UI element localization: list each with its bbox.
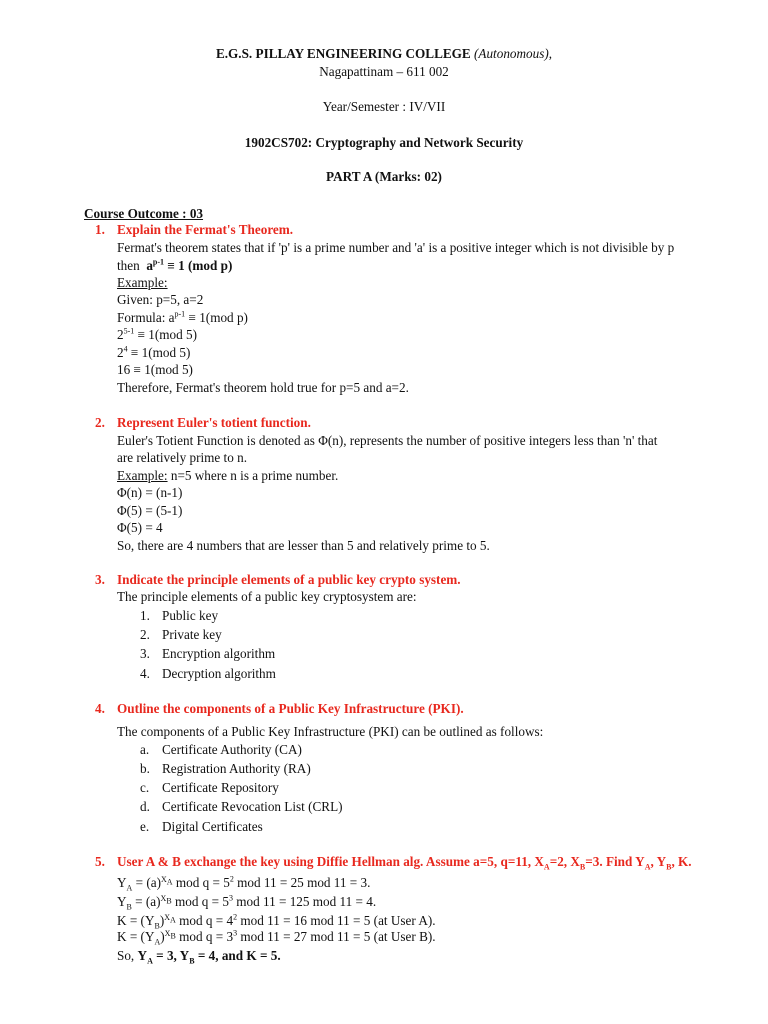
question-text: Outline the components of a Public Key Infrastructure (PKI).: [117, 701, 464, 716]
text: ): [159, 913, 165, 928]
question-text: Indicate the principle elements of a public key crypto system.: [117, 572, 461, 587]
text: X: [164, 912, 171, 922]
question-1-title: [95, 222, 293, 238]
text: User A & B exchange the key using Diffie Hellman alg. Assume a=5, q=11, X: [117, 854, 544, 869]
q1-given: Given: p=5, a=2: [117, 292, 204, 307]
list-item: [140, 608, 218, 624]
exponent: 2: [233, 912, 238, 922]
subscript: B: [170, 931, 176, 941]
q1-conclusion: Therefore, Fermat's theorem hold true for p=5 and a=2.: [117, 380, 409, 395]
text: 2: [117, 345, 124, 360]
question-text: Represent Euler's totient function.: [117, 415, 311, 430]
list-marker: d.: [140, 799, 150, 814]
q5-line3: [117, 913, 436, 929]
list-item: [140, 761, 311, 777]
list-item: [140, 799, 343, 815]
question-number: 2.: [95, 415, 105, 430]
part-heading: PART A (Marks: 02): [326, 169, 442, 184]
q2-example: [117, 468, 338, 484]
text: = (a): [131, 894, 161, 909]
q2-line2: are relatively prime to n.: [117, 450, 247, 465]
text: Formula: a: [117, 310, 175, 325]
text: Y: [137, 948, 148, 963]
list-text: Certificate Repository: [162, 780, 279, 795]
text: Y: [117, 894, 127, 909]
q2-conclusion: So, there are 4 numbers that are lesser than 5 and relatively prime to 5.: [117, 538, 490, 553]
text: mod q = 3: [175, 929, 234, 944]
text: a: [146, 258, 153, 273]
q1-step3: 16 ≡ 1(mod 5): [117, 362, 193, 377]
q1-step1: [117, 327, 197, 343]
text: ≡ 1(mod p): [185, 310, 248, 325]
college-header: [0, 46, 768, 62]
question-4-title: [95, 701, 464, 717]
list-item: [140, 780, 279, 796]
text: X: [164, 928, 171, 938]
example-label: Example:: [117, 468, 168, 483]
text: , Y: [650, 854, 667, 869]
text: = 4, and K = 5.: [194, 948, 281, 963]
q1-line2: [117, 258, 232, 274]
list-item: [140, 646, 275, 662]
text: K = (Y: [117, 929, 155, 944]
subscript: B: [126, 902, 132, 912]
list-text: Public key: [162, 608, 219, 623]
subscript: B: [666, 862, 672, 872]
q2-formula2: Φ(5) = (5-1): [117, 503, 183, 518]
subscript: B: [166, 896, 172, 906]
list-text: Certificate Authority (CA): [162, 742, 302, 757]
list-text: Decryption algorithm: [162, 666, 276, 681]
course-outcome: Course Outcome : 03: [84, 206, 204, 221]
text: mod 11 = 27 mod 11 = 5 (at User B).: [237, 929, 436, 944]
text: =2, X: [549, 854, 580, 869]
subscript: A: [543, 862, 550, 872]
text: X: [160, 893, 167, 903]
question-number: 1.: [95, 222, 105, 237]
text: = (a): [132, 875, 161, 890]
list-marker: 1.: [140, 608, 150, 623]
autonomous-label: (Autonomous): [474, 46, 549, 61]
list-item: [140, 666, 276, 682]
subscript: A: [147, 956, 153, 966]
subscript: B: [189, 956, 195, 966]
question-number: 3.: [95, 572, 105, 587]
q4-intro: The components of a Public Key Infrastructure (PKI) can be outlined as follows:: [117, 724, 544, 739]
text: Y: [117, 875, 127, 890]
q1-step2: [117, 345, 190, 361]
text: ≡ 1(mod 5): [127, 345, 191, 360]
exponent: 2: [229, 874, 234, 884]
text: , K.: [671, 854, 692, 869]
exponent: 4: [123, 344, 128, 354]
question-3-title: [95, 572, 461, 588]
college-name: E.G.S. PILLAY ENGINEERING COLLEGE: [215, 46, 471, 61]
text: ≡ 1 (mod p): [164, 258, 233, 273]
subscript: B: [154, 921, 160, 931]
q1-formula: [117, 310, 248, 326]
list-marker: 2.: [140, 627, 150, 642]
q2-formula3: Φ(5) = 4: [117, 520, 163, 535]
text: = 3, Y: [152, 948, 190, 963]
question-5-title: [95, 854, 692, 870]
text: mod q = 4: [175, 913, 234, 928]
list-marker: a.: [140, 742, 150, 757]
q2-formula1: Φ(n) = (n-1): [117, 485, 183, 500]
text: 2: [117, 327, 124, 342]
text: then: [117, 258, 140, 273]
text: mod q = 5: [171, 894, 229, 909]
q1-line1: Fermat's theorem states that if 'p' is a prime number and 'a' is a positive integer which is not divisible by p: [117, 240, 675, 255]
q2-line1: Euler's Totient Function is denoted as Φ(n), represents the number of positive integers less than 'n' that: [117, 433, 658, 448]
comma: ,: [548, 46, 553, 61]
text: n=5 where n is a prime number.: [167, 468, 339, 483]
text: =3. Find Y: [585, 854, 645, 869]
year-semester: Year/Semester : IV/VII: [322, 99, 446, 114]
question-text: Explain the Fermat's Theorem.: [117, 222, 294, 237]
exponent: 3: [233, 928, 238, 938]
list-text: Digital Certificates: [162, 819, 263, 834]
exponent: 3: [228, 893, 233, 903]
subscript: A: [166, 877, 173, 887]
text: mod q = 5: [172, 875, 230, 890]
subscript: A: [170, 915, 176, 925]
text: mod 11 = 125 mod 11 = 4.: [232, 894, 377, 909]
question-number: 5.: [95, 854, 105, 869]
text: ≡ 1(mod 5): [134, 327, 198, 342]
subscript: A: [644, 862, 651, 872]
exponent: p-1: [174, 309, 186, 319]
list-marker: e.: [140, 819, 150, 834]
q1-example-label: Example:: [117, 275, 168, 290]
text: So,: [117, 948, 138, 963]
list-text: Registration Authority (RA): [162, 761, 311, 776]
question-number: 4.: [95, 701, 105, 716]
list-text: Encryption algorithm: [162, 646, 276, 661]
text: X: [160, 874, 167, 884]
text: K = (Y: [117, 913, 155, 928]
text: ): [160, 929, 165, 944]
q5-final-answer: [117, 948, 281, 964]
subscript: A: [126, 883, 133, 893]
exponent: p-1: [152, 257, 165, 267]
q5-line4: [117, 929, 436, 945]
question-2-title: [95, 415, 311, 431]
q5-line1: [117, 875, 370, 891]
subscript: B: [579, 862, 586, 872]
list-marker: b.: [140, 761, 150, 776]
text: mod 11 = 16 mod 11 = 5 (at User A).: [237, 913, 436, 928]
list-marker: 3.: [140, 646, 150, 661]
q3-intro: The principle elements of a public key cryptosystem are:: [117, 589, 417, 604]
list-text: Certificate Revocation List (CRL): [162, 799, 343, 814]
list-text: Private key: [162, 627, 222, 642]
list-marker: 4.: [140, 666, 150, 681]
q5-line2: [117, 894, 376, 910]
subscript: A: [154, 937, 161, 947]
list-item: [140, 819, 263, 835]
college-address: Nagapattinam – 611 002: [319, 64, 449, 79]
list-marker: c.: [140, 780, 150, 795]
text: mod 11 = 25 mod 11 = 3.: [233, 875, 371, 890]
list-item: [140, 742, 302, 758]
exponent: 5-1: [123, 326, 135, 336]
list-item: [140, 627, 222, 643]
course-title: 1902CS702: Cryptography and Network Security: [244, 135, 524, 150]
